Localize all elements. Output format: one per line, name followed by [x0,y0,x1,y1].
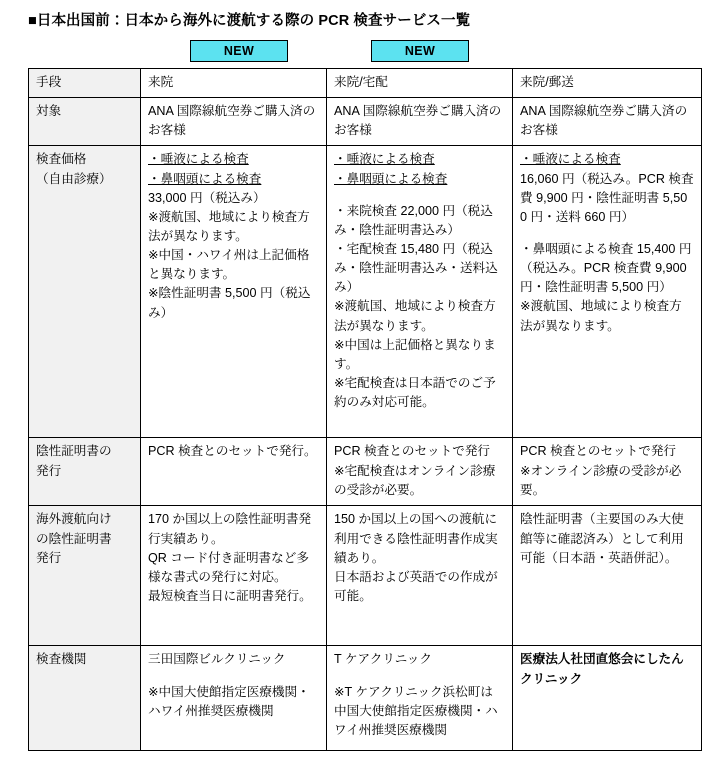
price-line: ※陰性証明書 5,500 円（税込み） [148,286,311,320]
cell-method-col3: 来院/郵送 [513,69,702,98]
cell-target-col2: ANA 国際線航空券ご購入済のお客様 [327,98,513,146]
certificate-line: PCR 検査とのセットで発行 [520,444,677,459]
row-label-international [29,506,141,646]
new-badge-label: NEW [404,44,436,58]
price-line: ※渡航国、地域により検査方法が異なります。 [148,209,310,243]
row-label-cert-line-2: 発行 [36,463,62,478]
price-line: ・来院検査 22,000 円（税込み・陰性証明書込み） [334,203,493,237]
new-badge-label: NEW [223,44,255,58]
row-label-certificate [29,438,141,506]
row-label-intl-line-2: の陰性証明書 [36,531,112,546]
table-row-certificate-issuance [29,438,702,506]
cell-institution-col3 [513,646,702,751]
price-line-underlined: ・鼻咽頭による検査 [148,171,262,186]
new-badge-column-2 [190,40,288,62]
cell-international-col3 [513,506,702,646]
price-line: ※渡航国、地域により検査方法が異なります。 [334,299,496,333]
cell-international-col2 [327,506,513,646]
institution-spacer [148,670,319,683]
certificate-line: ※オンライン診療の受診が必要。 [520,463,682,497]
cell-international-col1 [141,506,327,646]
price-spacer [520,227,694,240]
cell-method-col2: 来院/宅配 [327,69,513,98]
table-row-target [29,98,702,146]
price-line: ※中国・ハワイ州は上記価格と異なります。 [148,248,310,282]
price-line [148,150,319,169]
price-line: ※中国は上記価格と異なります。 [334,337,496,371]
row-label-intl-line-1: 海外渡航向け [36,512,112,527]
institution-name: T ケアクリニック [334,652,432,667]
cell-certificate-col3 [513,438,702,506]
price-line: 33,000 円（税込み） [148,190,266,205]
price-line [334,170,505,189]
institution-name: 医療法人社団直悠会にしたんクリニック [520,652,684,686]
table-row-method [29,69,702,98]
international-line: 150 か国以上の国への渡航に利用できる陰性証明書作成実績あり。 [334,512,498,565]
new-badge-column-3 [371,40,469,62]
price-line-underlined: ・唾液による検査 [334,152,435,167]
price-line: ・宅配検査 15,480 円（税込み・陰性証明書込み・送料込み） [334,241,498,295]
row-label-price-line-1: 検査価格 [36,152,87,167]
row-label-intl-line-3: 発行 [36,550,62,565]
pcr-service-comparison-table [28,68,702,751]
price-line: ※宅配検査は日本語でのご予約のみ対応可能。 [334,375,496,410]
table-row-international-certificate [29,506,702,646]
cell-price-col1 [141,146,327,438]
international-line: QR コード付き証明書など多様な書式の発行に対応。 [148,550,309,584]
price-line: ・鼻咽頭による検査 15,400 円（税込み。PCR 検査費 9,900 円・陰性証明書 5,500 円） [520,241,692,295]
institution-name: 三田国際ビルクリニック [148,652,286,667]
row-label-method: 手段 [29,69,141,98]
cell-institution-col1 [141,646,327,751]
price-line-underlined: ・鼻咽頭による検査 [334,171,448,186]
row-label-price [29,146,141,438]
row-label-price-line-2: （自由診療） [36,171,112,186]
cell-target-col3: ANA 国際線航空券ご購入済のお客様 [513,98,702,146]
comparison-table-wrapper [28,68,701,751]
institution-spacer [334,670,505,683]
cell-price-col3 [513,146,702,438]
price-line: 16,060 円（税込み。PCR 検査費 9,900 円・陰性証明書 5,500 円・送料 660 円） [520,171,694,224]
table-row-price [29,146,702,438]
cell-institution-col2 [327,646,513,751]
row-label-cert-line-1: 陰性証明書の [36,444,112,459]
row-label-institution: 検査機関 [29,646,141,751]
price-line [520,150,694,169]
row-label-target: 対象 [29,98,141,146]
certificate-line: PCR 検査とのセットで発行 [334,444,491,459]
price-line [148,170,319,189]
international-line: 170 か国以上の陰性証明書発行実績あり。 [148,512,312,546]
cell-certificate-col2 [327,438,513,506]
price-line: ※渡航国、地域により検査方法が異なります。 [520,299,682,333]
price-line-underlined: ・唾液による検査 [520,152,621,167]
price-line-underlined: ・唾液による検査 [148,152,249,167]
institution-note: ※T ケアクリニック浜松町は中国大使館指定医療機関・ハワイ州推奨医療機関 [334,684,498,737]
price-spacer [334,189,505,202]
international-line: 日本語および英語での作成が可能。 [334,569,498,603]
cell-price-col2 [327,146,513,438]
price-line [334,150,505,169]
cell-target-col1: ANA 国際線航空券ご購入済のお客様 [141,98,327,146]
cell-certificate-col1 [141,438,327,506]
cell-method-col1: 来院 [141,69,327,98]
page-title: ■日本出国前：日本から海外に渡航する際の PCR 検査サービス一覧 [28,13,471,29]
institution-note: ※中国大使館指定医療機関・ハワイ州推奨医療機関 [148,684,310,718]
international-line: 最短検査当日に証明書発行。 [148,588,312,603]
international-line: 陰性証明書（主要国のみ大使館等に確認済み）として利用可能（日本語・英語併記）。 [520,512,684,565]
certificate-line: ※宅配検査はオンライン診療の受診が必要。 [334,463,496,497]
certificate-line: PCR 検査とのセットで発行。 [148,444,317,459]
table-row-institution [29,646,702,751]
